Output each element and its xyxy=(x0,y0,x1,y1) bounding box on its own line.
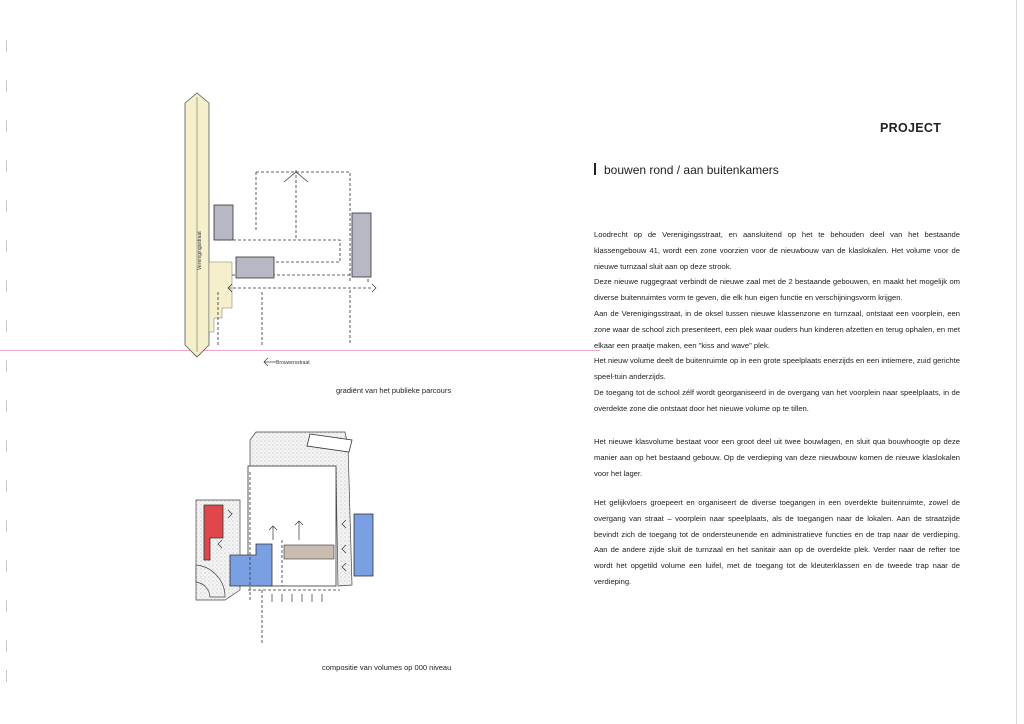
paragraph-line: Het nieuwe klasvolume bestaat voor een groot deel uit twee bouwlagen, en sluit qua bouwhoogte op deze manier aan op het bestaand gebouw. Op de verdieping van deze nieuwbouw komen de nieuwe klaslokalen voor het lager. xyxy=(594,437,960,478)
gym-volume xyxy=(284,545,334,559)
paragraph-line: Het nieuw volume deelt de buitenruimte op in een grote speelplaats enerzijds en een intiemere, zuid gerichte speel-tuin anderzijds. xyxy=(594,356,960,382)
street-label-vertical: Verenigingsstraat xyxy=(197,231,203,270)
subtitle-text: bouwen rond / aan buitenkamers xyxy=(604,163,779,177)
classroom-volume-blue-2 xyxy=(354,514,373,576)
subtitle-bar xyxy=(594,163,596,175)
body-paragraph-3 xyxy=(594,495,960,590)
paragraph-line: De toegang tot de school zélf wordt georganiseerd in de overgang van het voorplein naar speelplaats, in de overdekte zone die ontstaat door het nieuwe volume op te tillen. xyxy=(594,387,960,413)
caption-bottom: compositie van volumes op 000 niveau xyxy=(322,663,452,672)
street-label-horizontal: Brouwersstraat xyxy=(276,360,310,366)
subtitle xyxy=(594,163,779,177)
caption-top: gradiënt van het publieke parcours xyxy=(336,386,452,395)
body-paragraph-1 xyxy=(594,227,960,417)
paragraph-line: Het gelijkvloers groepeert en organiseert de diverse toegangen in een overdekte buitenruimte, zowel de overgang van straat – voorplein naar speelplaats, als de toegangen naar de lokalen. Aan de straatzijde bevindt zich de toegang tot de ondersteunende en administratieve functies en de trap naar de verdieping. Aan de andere zijde sluit de turnzaal en het sanitair aan op de overdekte plek. Verder naar de refter toe wordt het opgetild volume een luifel, met de toegang tot de kleuterklassen en de tweede trap naar de verdieping. xyxy=(594,498,960,586)
paragraph-line: Deze nieuwe ruggegraat verbindt de nieuwe zaal met de 2 bestaande gebouwen, en maakt het mogelijk om diverse buitenruimtes vorm te geven, die elk hun eigen functie en verschijningsvorm krijgen. xyxy=(594,277,960,303)
paragraph-line: Loodrecht op de Verenigingsstraat, en aansluitend op het te behouden deel van het bestaande klassengebouw 41, wordt een zone voorzien voor de nieuwbouw van de klaslokalen. Het volume voor de nieuwe turnzaal sluit aan op deze strook. xyxy=(594,230,960,271)
paragraph-line: Aan de Verenigingsstraat, in de oksel tussen nieuwe klassenzone en turnzaal, ontstaat een voorplein, een zone waar de school zich presenteert, een plek waar ouders hun kinderen afzetten en terug ophalen, en met elkaar een praatje maken, een "kiss and wave" plek. xyxy=(594,308,960,350)
body-paragraph-2 xyxy=(594,434,960,481)
section-title: PROJECT xyxy=(880,121,942,135)
